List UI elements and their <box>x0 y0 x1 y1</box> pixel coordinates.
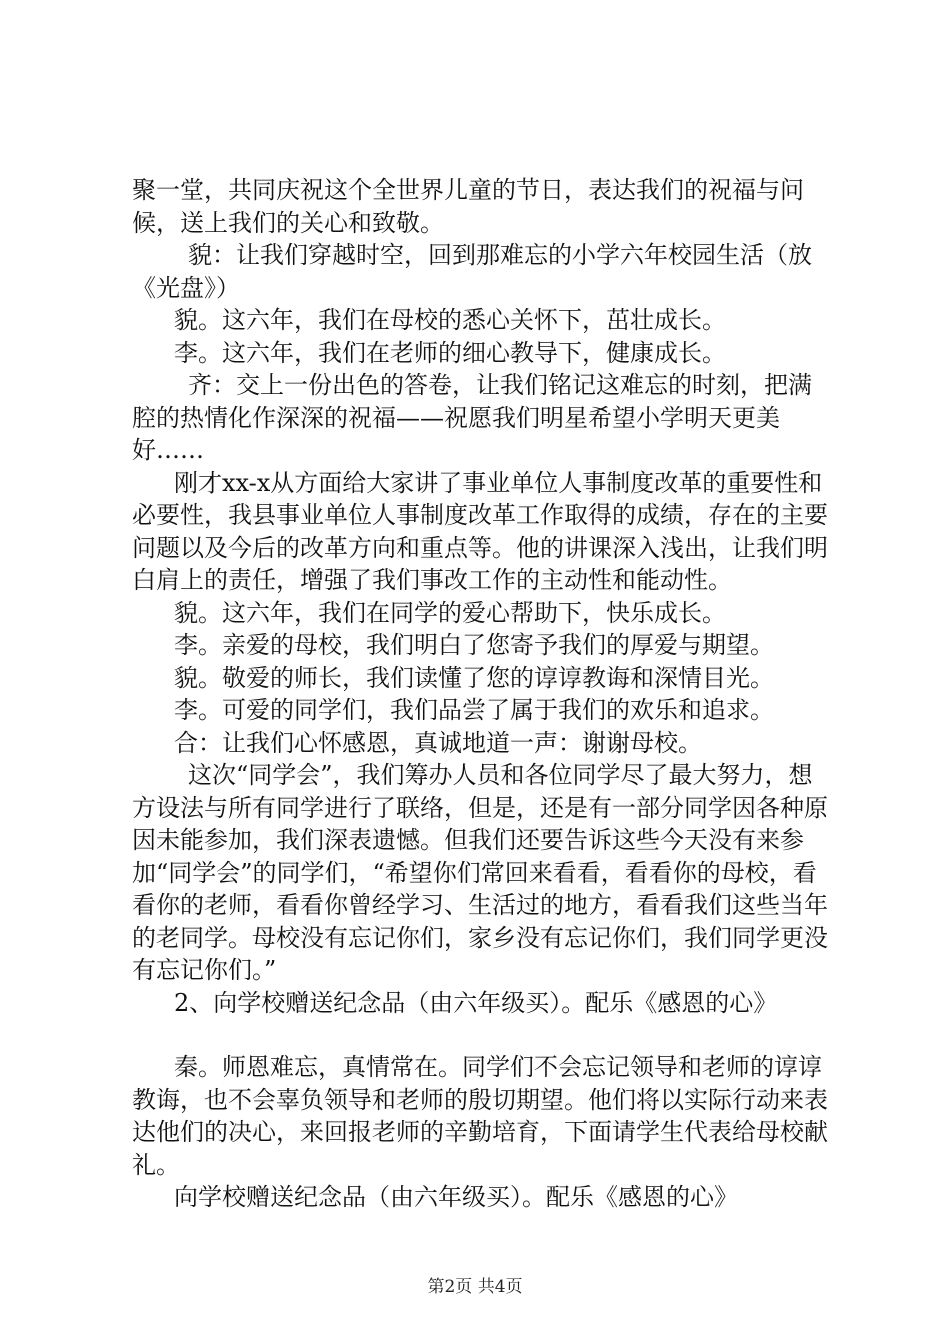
paragraph: 李。可爱的同学们，我们品尝了属于我们的欢乐和追求。 <box>174 696 774 724</box>
paragraph: 貌。这六年，我们在同学的爱心帮助下，快乐成长。 <box>174 598 726 627</box>
paragraph: 合：让我们心怀感恩，真诚地道一声：谢谢母校。 <box>174 728 702 757</box>
paragraph: 貌。这六年，我们在母校的悉心关怀下，茁壮成长。 <box>174 306 726 334</box>
paragraph: 2、向学校赠送纪念品（由六年级买）。配乐《感恩的心》 <box>174 988 778 1017</box>
paragraph: 齐：交上一份出色的答卷，让我们铭记这难忘的时刻，把满腔的热情化作深深的祝福——祝愿我们明星希望小学明天更美好…… <box>132 371 812 464</box>
document-body <box>132 174 832 1214</box>
page-number-footer: 第2页 共4页 <box>427 1277 523 1297</box>
paragraph: 李。亲爱的母校，我们明白了您寄予我们的厚爱与期望。 <box>174 631 774 659</box>
blank-line <box>132 1019 832 1051</box>
paragraph: 李。这六年，我们在老师的细心教导下，健康成长。 <box>174 338 726 367</box>
paragraph: 聚一堂，共同庆祝这个全世界儿童的节日，表达我们的祝福与问候，送上我们的关心和致敬。 <box>132 176 804 237</box>
paragraph: 向学校赠送纪念品（由六年级买）。配乐《感恩的心》 <box>174 1183 738 1211</box>
paragraph: 刚才xx-x从方面给大家讲了事业单位人事制度改革的重要性和必要性，我县事业单位人事制度改革工作取得的成绩，存在的主要问题以及今后的改革方向和重点等。他的讲课深入浅出，让我们明白肩上的责任，增强了我们事改工作的主动性和能动性。 <box>132 468 828 594</box>
paragraph: 貌。敬爱的师长，我们读懂了您的谆谆教诲和深情目光。 <box>174 663 774 692</box>
paragraph: 貌：让我们穿越时空，回到那难忘的小学六年校园生活（放《光盘》） <box>132 241 812 302</box>
paragraph: 这次“同学会”，我们筹办人员和各位同学尽了最大努力，想方设法与所有同学进行了联络，但是，还是有一部分同学因各种原因未能参加，我们深表遗憾。但我们还要告诉这些今天没有来参加“同学会”的同学们，“希望你们常回来看看，看看你的母校，看看你的老师，看看你曾经学习、生活过的地方，看看我们这些当年的老同学。母校没有忘记你们，家乡没有忘记你们，我们同学更没有忘记你们。” <box>132 761 828 984</box>
paragraph: 秦。师恩难忘，真情常在。同学们不会忘记领导和老师的谆谆教诲，也不会辜负领导和老师的殷切期望。他们将以实际行动来表达他们的决心，来回报老师的辛勤培育，下面请学生代表给母校献礼。 <box>132 1053 828 1179</box>
